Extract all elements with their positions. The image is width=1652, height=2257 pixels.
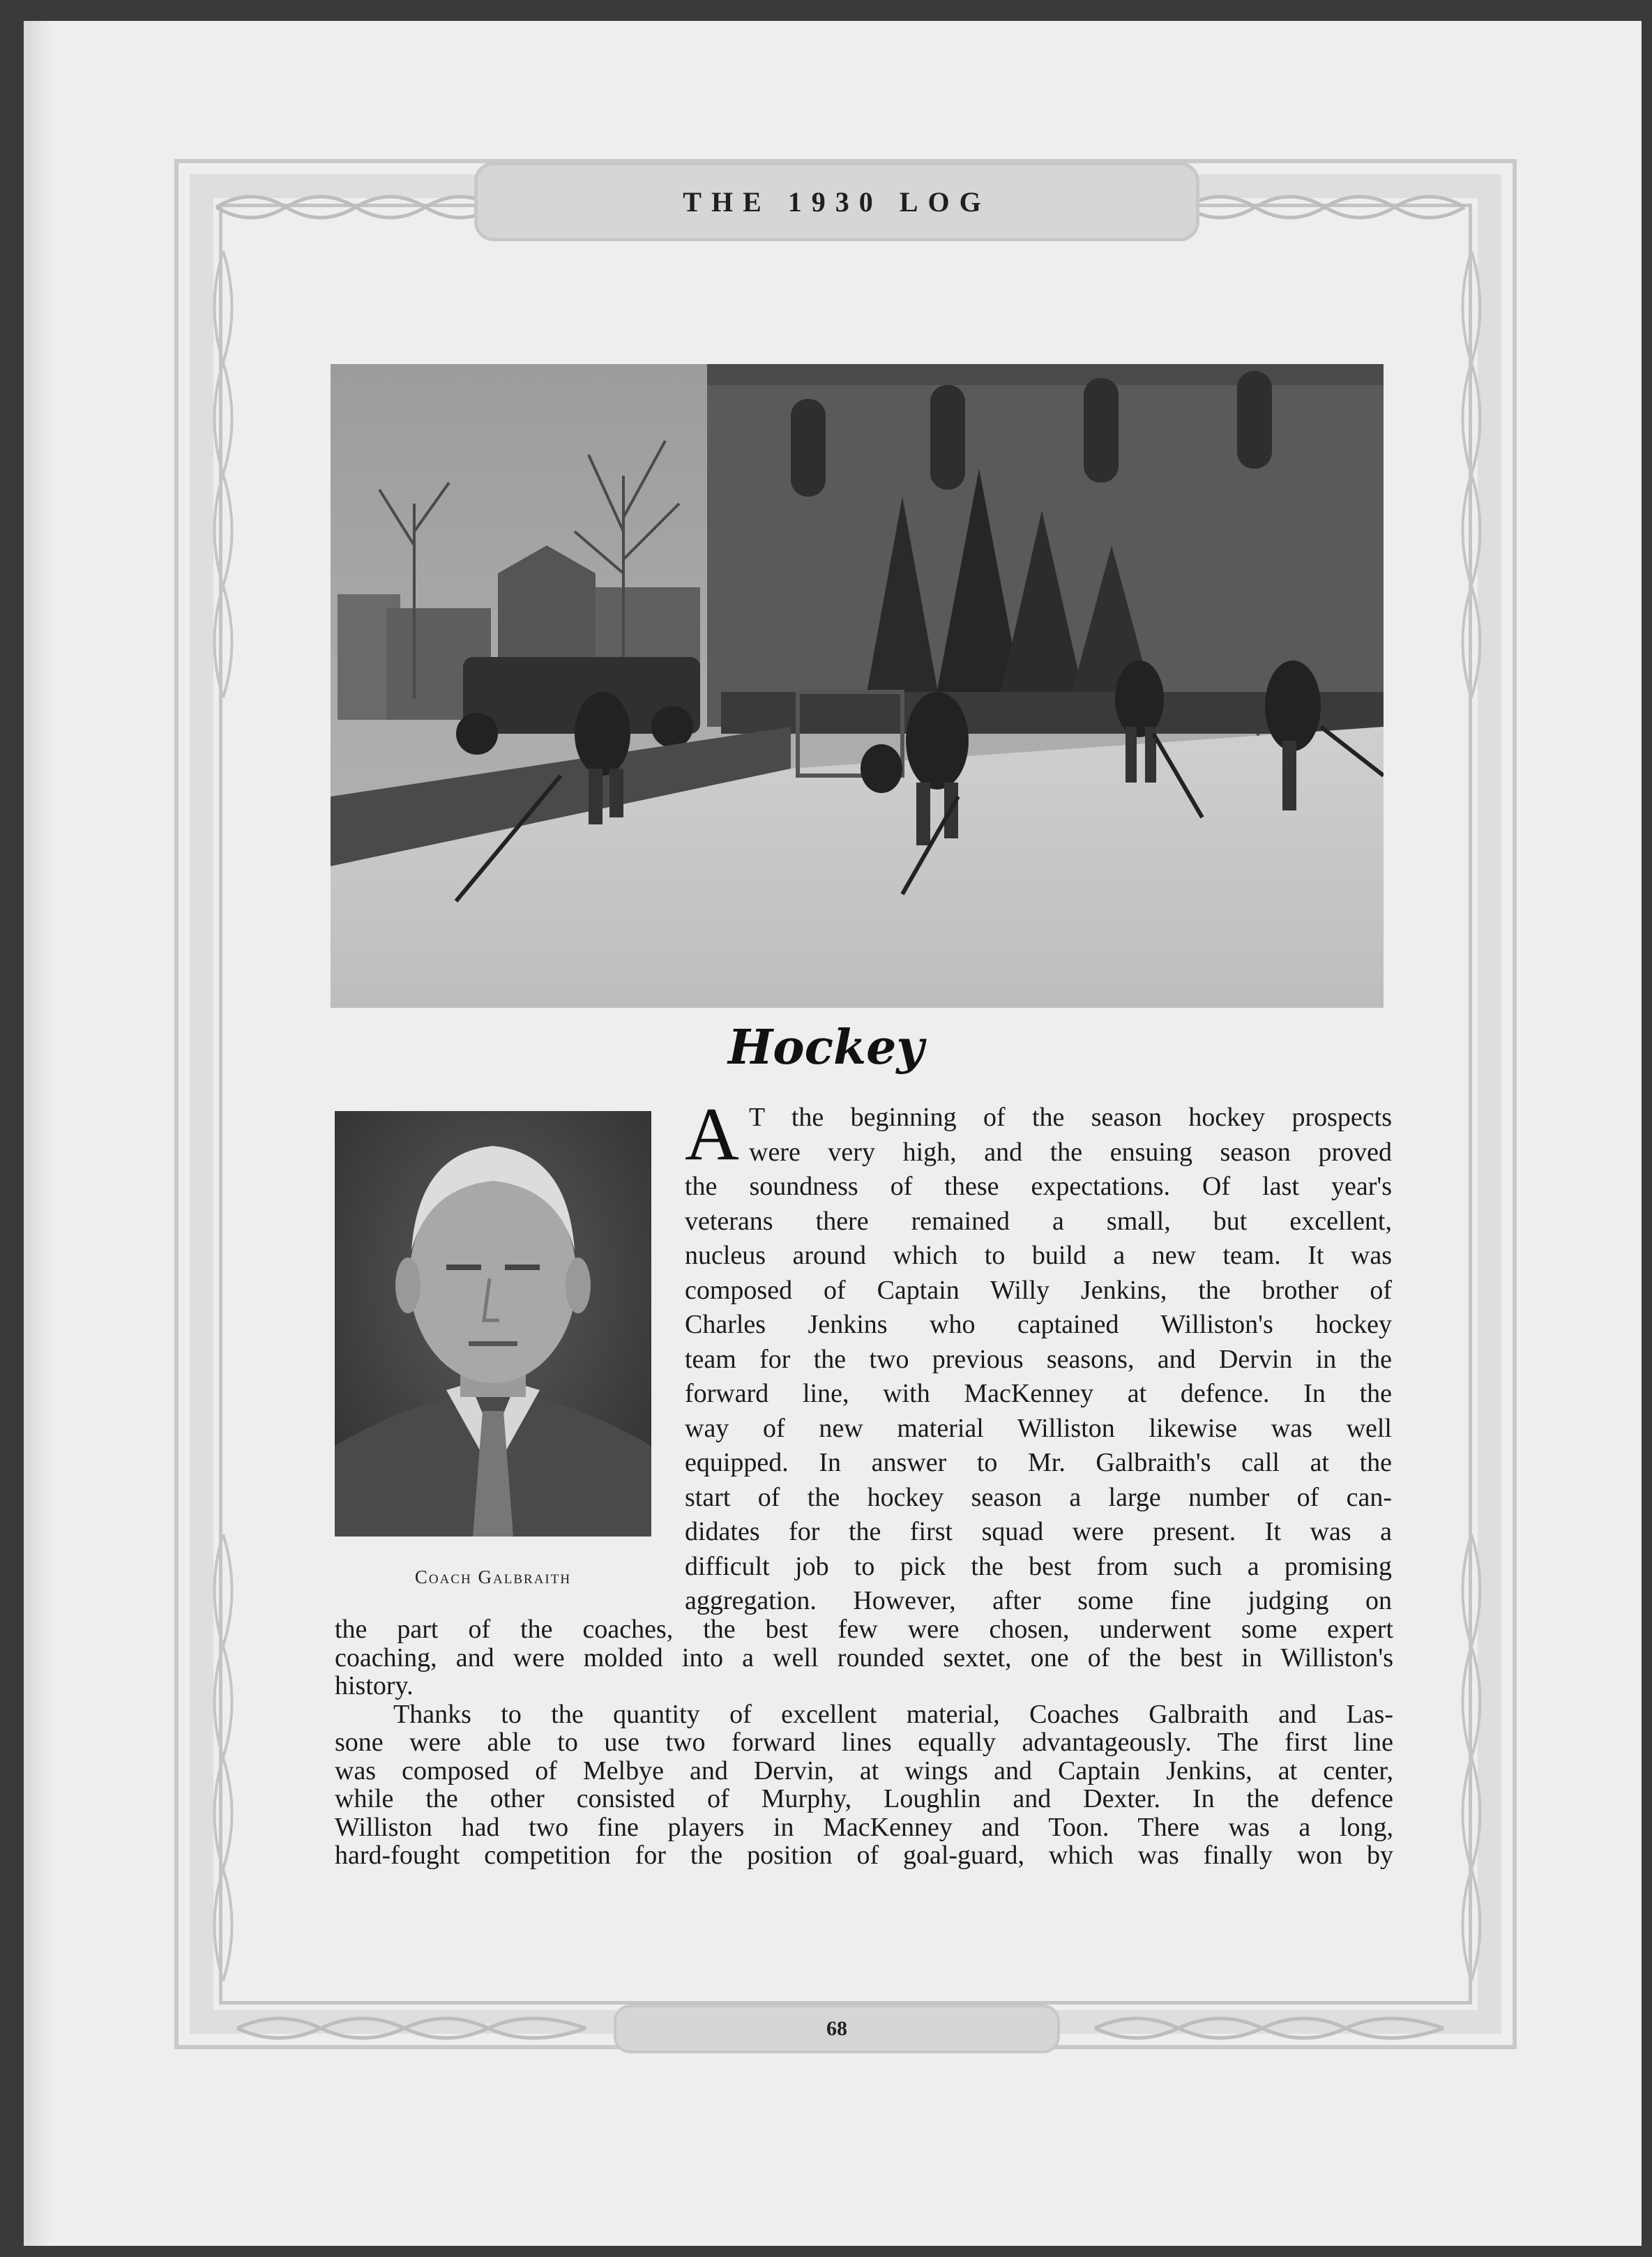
text-line: the part of the coaches, the best few were chosen, underwent some expert (335, 1615, 1393, 1644)
text-line: Charles Jenkins who captained Williston's hockey (685, 1310, 1392, 1339)
text-line: was composed of Melbye and Dervin, at wings and Captain Jenkins, at center, (335, 1756, 1393, 1786)
vertical-scroll-ornament-icon (1450, 251, 1492, 1981)
text-line: veterans there remained a small, but excellent, (685, 1206, 1392, 1236)
scroll-ornament-icon (230, 2006, 593, 2051)
scroll-ornament-icon (1179, 183, 1471, 232)
article-body-column (685, 1093, 1392, 1619)
coach-portrait-illustration (335, 1111, 651, 1537)
text-line: nucleus around which to build a new team. It was (685, 1241, 1392, 1270)
drop-cap: A (685, 1093, 739, 1176)
text-line: composed of Captain Willy Jenkins, the brother of (685, 1275, 1392, 1305)
text-line: coaching, and were molded into a well rounded sextet, one of the best in Williston's (335, 1643, 1393, 1673)
hockey-game-photo (331, 364, 1384, 1008)
text-line: hard-fought competition for the position of goal-guard, which was finally won by (335, 1841, 1393, 1870)
paragraph (335, 1615, 1393, 1700)
text-line: forward line, with MacKenney at defence. In the (685, 1379, 1392, 1408)
running-footer (614, 2005, 1060, 2053)
scroll-ornament-icon (209, 183, 502, 232)
text-line: didates for the first squad were present. It was a (685, 1517, 1392, 1546)
hockey-rink-illustration (331, 364, 1384, 1008)
text-line: the soundness of these expectations. Of last year's (685, 1172, 1392, 1201)
text-line: while the other consisted of Murphy, Loughlin and Dexter. In the defence (335, 1784, 1393, 1813)
article-body-full (335, 1615, 1393, 1870)
paragraph (335, 1700, 1393, 1870)
coach-portrait-photo (335, 1111, 651, 1537)
article-title: Hockey (728, 1020, 924, 1075)
text-line: difficult job to pick the best from such a promising (685, 1551, 1392, 1581)
portrait-caption: Coach Galbraith (414, 1567, 572, 1587)
text-line: were very high, and the ensuing season proved (749, 1137, 1392, 1167)
running-header (474, 162, 1199, 241)
text-line: Thanks to the quantity of excellent material, Coaches Galbraith and Las- (393, 1699, 1393, 1729)
text-line: aggregation. However, after some fine judging on (685, 1586, 1392, 1615)
page-number: 68 (826, 2017, 847, 2040)
text-line: Williston had two fine players in MacKenney and Toon. There was a long, (335, 1812, 1393, 1842)
text-line: history. (335, 1671, 414, 1700)
page-gutter (24, 21, 52, 2246)
scroll-ornament-icon (1088, 2006, 1450, 2051)
text-line: sone were able to use two forward lines equally advantageously. The first line (335, 1728, 1393, 1757)
text-line: equipped. In answer to Mr. Galbraith's call at the (685, 1448, 1392, 1477)
text-line: team for the two previous seasons, and Dervin in the (685, 1344, 1392, 1374)
text-line: start of the hockey season a large number of can- (685, 1482, 1392, 1512)
publication-title: THE 1930 LOG (683, 186, 991, 218)
vertical-scroll-ornament-icon (202, 251, 244, 1981)
text-line: way of new material Williston likewise was well (685, 1413, 1392, 1443)
text-line: T the beginning of the season hockey prospects (749, 1103, 1392, 1132)
